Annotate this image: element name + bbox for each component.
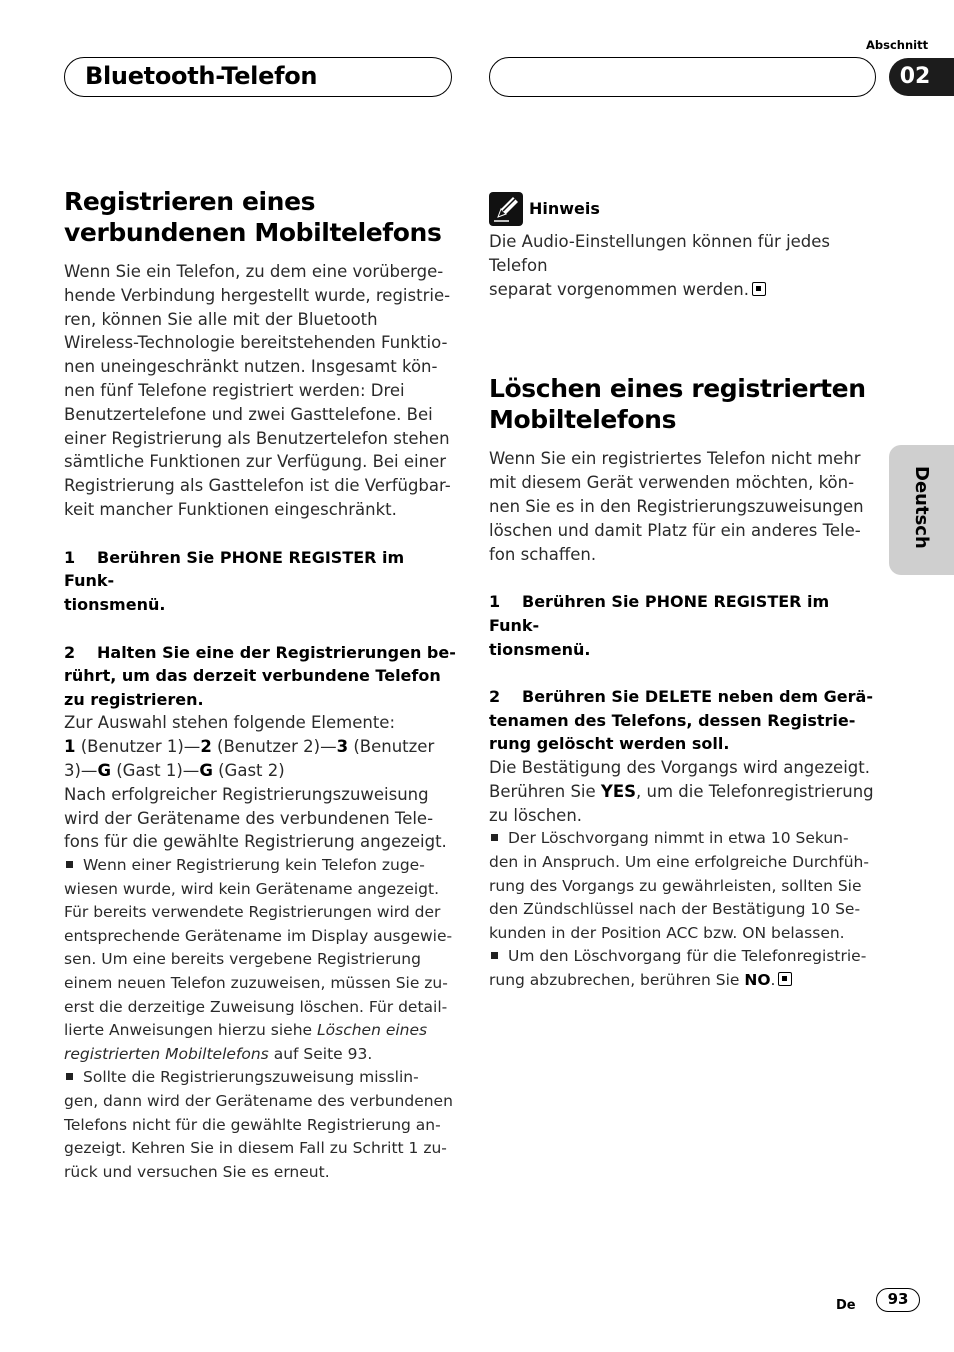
footer-language: De bbox=[836, 1298, 856, 1313]
register-note-1: Wenn einer Registrierung kein Telefon zuge- wiesen wurde, wird kein Gerätename angezeigt. Für bereits verwendete Registrierungen wird der entsprechende Gerätename im Display ausgewie- sen. Um eine bereits vergebene Registrierung einem neuen Telefon zuzuweisen, müssen Sie zu- erst die derzeitige Zuweisung löschen. Für detail- lierte Anweisungen hierzu siehe Löschen eines registrierten Mobiltelefons auf Seite 93. bbox=[64, 856, 453, 1063]
register-step-2: 2 Halten Sie eine der Registrierungen be- rührt, um das derzeit verbundene Telefon zu registrieren. bbox=[64, 642, 456, 709]
selection-options: 1 (Benutzer 1)—2 (Benutzer 2)—3 (Benutzer 3)—G (Gast 1)—G (Gast 2) bbox=[64, 737, 435, 780]
chapter-title-pill bbox=[64, 57, 452, 97]
section-heading-delete: Löschen eines registrierten Mobiltelefons bbox=[489, 374, 866, 435]
selection-intro: Zur Auswahl stehen folgende Elemente: bbox=[64, 713, 396, 733]
right-column bbox=[489, 192, 881, 992]
bullet-square-icon bbox=[491, 834, 498, 841]
bullet-square-icon bbox=[66, 1073, 73, 1080]
after-selection-text: Nach erfolgreicher Registrierungszuweisung wird der Gerätename des verbundenen Tele- fons für die gewählte Registrierung angezeigt. bbox=[64, 784, 447, 852]
delete-step-2: 2 Berühren Sie DELETE neben dem Gerä- tenamen des Telefons, dessen Registrie- rung gelöscht werden soll. bbox=[489, 687, 873, 754]
register-intro: Wenn Sie ein Telefon, zu dem eine vorüberge- hende Verbindung hergestellt wurde, registrie- ren, können Sie alle mit der Bluetooth Wireless-Technologie bereitstehenden Funktio- nen uneingeschränkt nutzen. Insgesamt kön- nen fünf Telefone registriert werden: Drei Benutzertelefone und zwei Gasttelefone. Bei einer Registrierung als Benutzertelefon stehen sämtliche Funktionen zur Verfügung. Bei einer Registrierung als Gasttelefon ist die Verfügbar- keit mancher Funktionen eingeschränkt. bbox=[64, 262, 451, 519]
bullet-square-icon bbox=[66, 861, 73, 868]
hint-text: Die Audio-Einstellungen können für jedes Telefon separat vorgenommen werden. bbox=[489, 232, 831, 299]
delete-note-1: Der Löschvorgang nimmt in etwa 10 Sekun- den in Anspruch. Um eine erfolgreiche Durchfüh- rung des Vorgangs zu gewährleisten, sollten Sie den Zündschlüssel nach der Bestätigung 10 Se- kunden in der Position ACC bzw. ON belassen. bbox=[489, 829, 869, 942]
hint-header bbox=[489, 192, 881, 226]
page-number: 93 bbox=[876, 1288, 920, 1312]
register-step-1: 1 Berühren Sie PHONE REGISTER im Funk- tionsmenü. bbox=[64, 547, 405, 614]
language-side-tab-label: Deutsch bbox=[911, 466, 932, 549]
delete-note-2: Um den Löschvorgang für die Telefonregistrie- rung abzubrechen, berühren Sie NO. bbox=[489, 947, 867, 989]
left-column bbox=[64, 186, 456, 1184]
chapter-title: Bluetooth-Telefon bbox=[85, 62, 318, 90]
section-number: 02 bbox=[889, 58, 941, 96]
section-heading-register: Registrieren eines verbundenen Mobiltelefons bbox=[64, 187, 442, 247]
header-blank-pill bbox=[489, 57, 876, 97]
section-label: Abschnitt bbox=[866, 38, 929, 52]
register-note-2: Sollte die Registrierungszuweisung misslin- gen, dann wird der Gerätename des verbundenen Telefons nicht für die gewählte Registrierung an- gezeigt. Kehren Sie in diesem Fall zu Schritt 1 zu- rück und versuchen Sie es erneut. bbox=[64, 1068, 453, 1181]
hint-label: Hinweis bbox=[529, 199, 600, 219]
end-mark-icon bbox=[752, 282, 766, 296]
cross-reference: Löschen eines bbox=[317, 1021, 428, 1040]
delete-step-1: 1 Berühren Sie PHONE REGISTER im Funk- tionsmenü. bbox=[489, 592, 830, 659]
end-mark-icon bbox=[778, 972, 792, 986]
bullet-square-icon bbox=[491, 952, 498, 959]
delete-confirm-text: Die Bestätigung des Vorgangs wird angezeigt. Berühren Sie YES, um die Telefonregistrierung zu löschen. bbox=[489, 757, 874, 825]
delete-intro: Wenn Sie ein registriertes Telefon nicht mehr mit diesem Gerät verwenden möchten, kön- nen Sie es in den Registrierungszuweisungen löschen und damit Platz für ein anderes Tele- fon schaffen. bbox=[489, 449, 864, 564]
note-pencil-icon bbox=[489, 192, 523, 226]
